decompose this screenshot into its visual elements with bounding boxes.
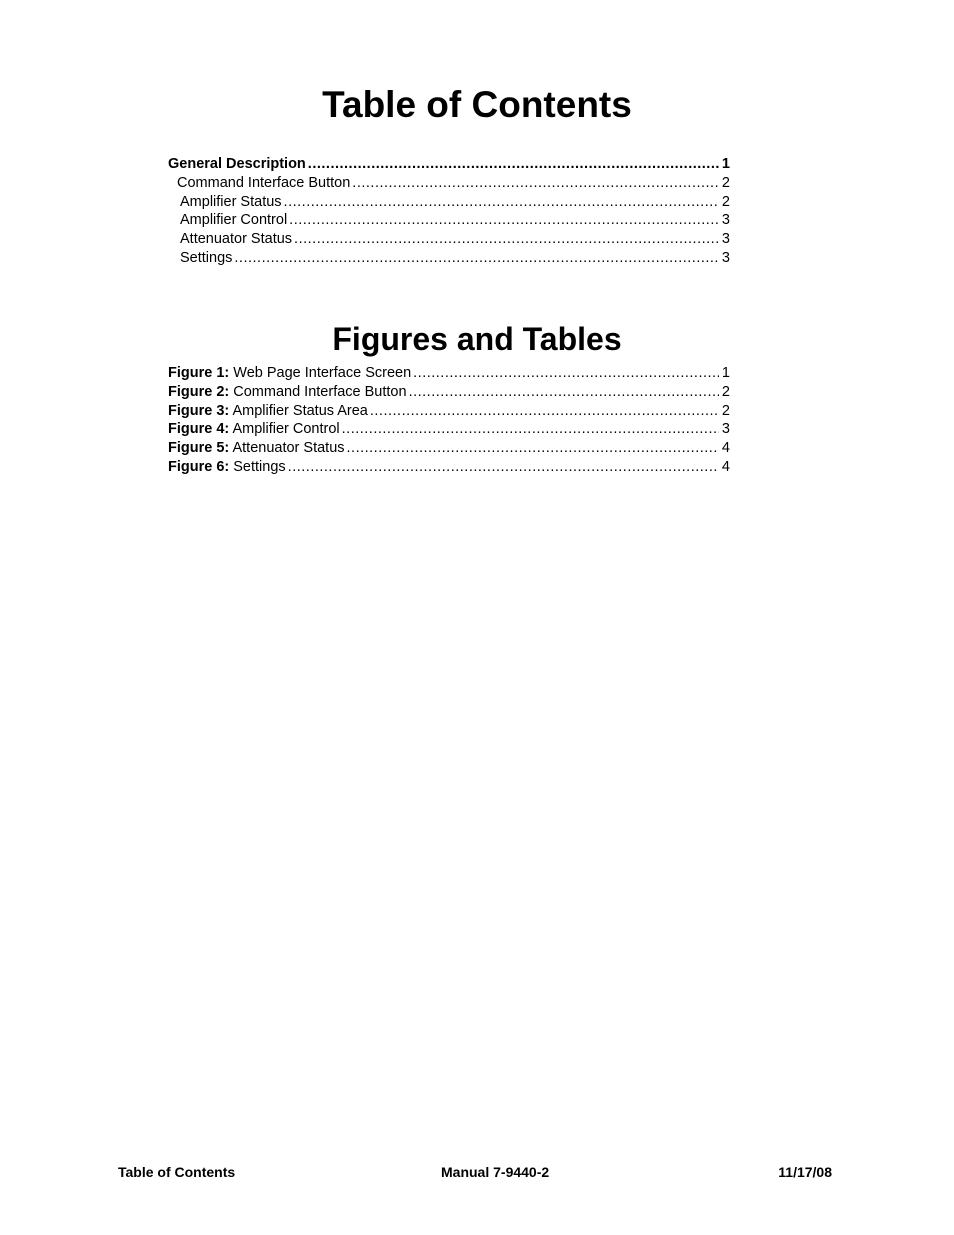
figure-number: Figure 6: <box>168 458 230 475</box>
figure-entry-6[interactable] <box>168 459 730 478</box>
footer-date: 11/17/08 <box>778 1164 832 1180</box>
toc-entry-label: Command Interface Button <box>177 174 351 191</box>
footer-manual-number: Manual 7-9440-2 <box>441 1164 550 1180</box>
figure-entry-label <box>168 403 368 419</box>
figures-title: Figures and Tables <box>332 321 622 357</box>
figure-number: Figure 3: <box>168 402 230 419</box>
figure-entry-3[interactable] <box>168 403 730 422</box>
toc-entry-page: 3 <box>721 212 730 229</box>
toc-entry-label: Amplifier Status <box>180 193 282 210</box>
figure-entry-label <box>168 421 340 437</box>
figure-caption: Amplifier Control <box>232 421 340 438</box>
toc-entry-page: 3 <box>721 231 730 248</box>
toc-entry-label: General Description <box>168 156 306 172</box>
figure-entry-page: 4 <box>721 440 730 457</box>
figure-entry-label <box>168 459 286 475</box>
toc-entry-attenuator-status[interactable] <box>168 231 730 250</box>
figure-entry-1[interactable] <box>168 365 730 384</box>
dot-leader <box>370 403 719 419</box>
figure-entry-page: 2 <box>721 383 730 400</box>
figure-entry-page: 2 <box>721 402 730 419</box>
toc-entry-label: Settings <box>180 249 233 266</box>
dot-leader <box>352 175 719 191</box>
toc-entry-general-description[interactable] <box>168 156 730 175</box>
dot-leader <box>347 440 719 456</box>
figure-number: Figure 1: <box>168 365 230 381</box>
figure-caption: Amplifier Status Area <box>232 402 368 419</box>
dot-leader <box>284 194 719 210</box>
figure-entry-page: 3 <box>721 421 730 438</box>
figure-number: Figure 4: <box>168 421 230 438</box>
footer-section-title: Table of Contents <box>118 1164 236 1180</box>
dot-leader <box>409 384 719 400</box>
toc-entry-label: Attenuator Status <box>180 231 293 248</box>
figure-entry-5[interactable] <box>168 440 730 459</box>
dot-leader <box>234 250 719 266</box>
toc-entry-page: 3 <box>721 249 730 266</box>
toc-entry-page: 2 <box>721 193 730 210</box>
toc-list <box>168 156 730 269</box>
figure-number: Figure 2: <box>168 383 230 400</box>
figure-caption: Command Interface Button <box>233 383 407 400</box>
figure-caption: Web Page Interface Screen <box>233 365 412 381</box>
dot-leader <box>308 156 719 172</box>
figure-entry-page: 1 <box>721 365 730 381</box>
toc-entry-amplifier-status[interactable] <box>168 194 730 213</box>
toc-entry-page: 2 <box>721 174 730 191</box>
figures-list <box>168 365 730 478</box>
dot-leader <box>289 212 719 228</box>
figure-caption: Attenuator Status <box>232 440 345 457</box>
dot-leader <box>342 421 719 437</box>
figure-entry-2[interactable] <box>168 384 730 403</box>
dot-leader <box>413 365 719 381</box>
dot-leader <box>288 459 719 475</box>
figure-entry-label <box>168 384 407 400</box>
figure-entry-label <box>168 440 345 456</box>
figure-entry-4[interactable] <box>168 421 730 440</box>
toc-entry-label: Amplifier Control <box>180 212 288 229</box>
figure-entry-label <box>168 365 411 381</box>
figure-number: Figure 5: <box>168 440 230 457</box>
dot-leader <box>294 231 719 247</box>
toc-entry-command-interface-button[interactable] <box>168 175 730 194</box>
figure-caption: Settings <box>233 458 286 475</box>
toc-entry-amplifier-control[interactable] <box>168 212 730 231</box>
figure-entry-page: 4 <box>721 458 730 475</box>
toc-entry-page: 1 <box>721 156 730 172</box>
toc-title: Table of Contents <box>322 84 632 125</box>
toc-entry-settings[interactable] <box>168 250 730 269</box>
